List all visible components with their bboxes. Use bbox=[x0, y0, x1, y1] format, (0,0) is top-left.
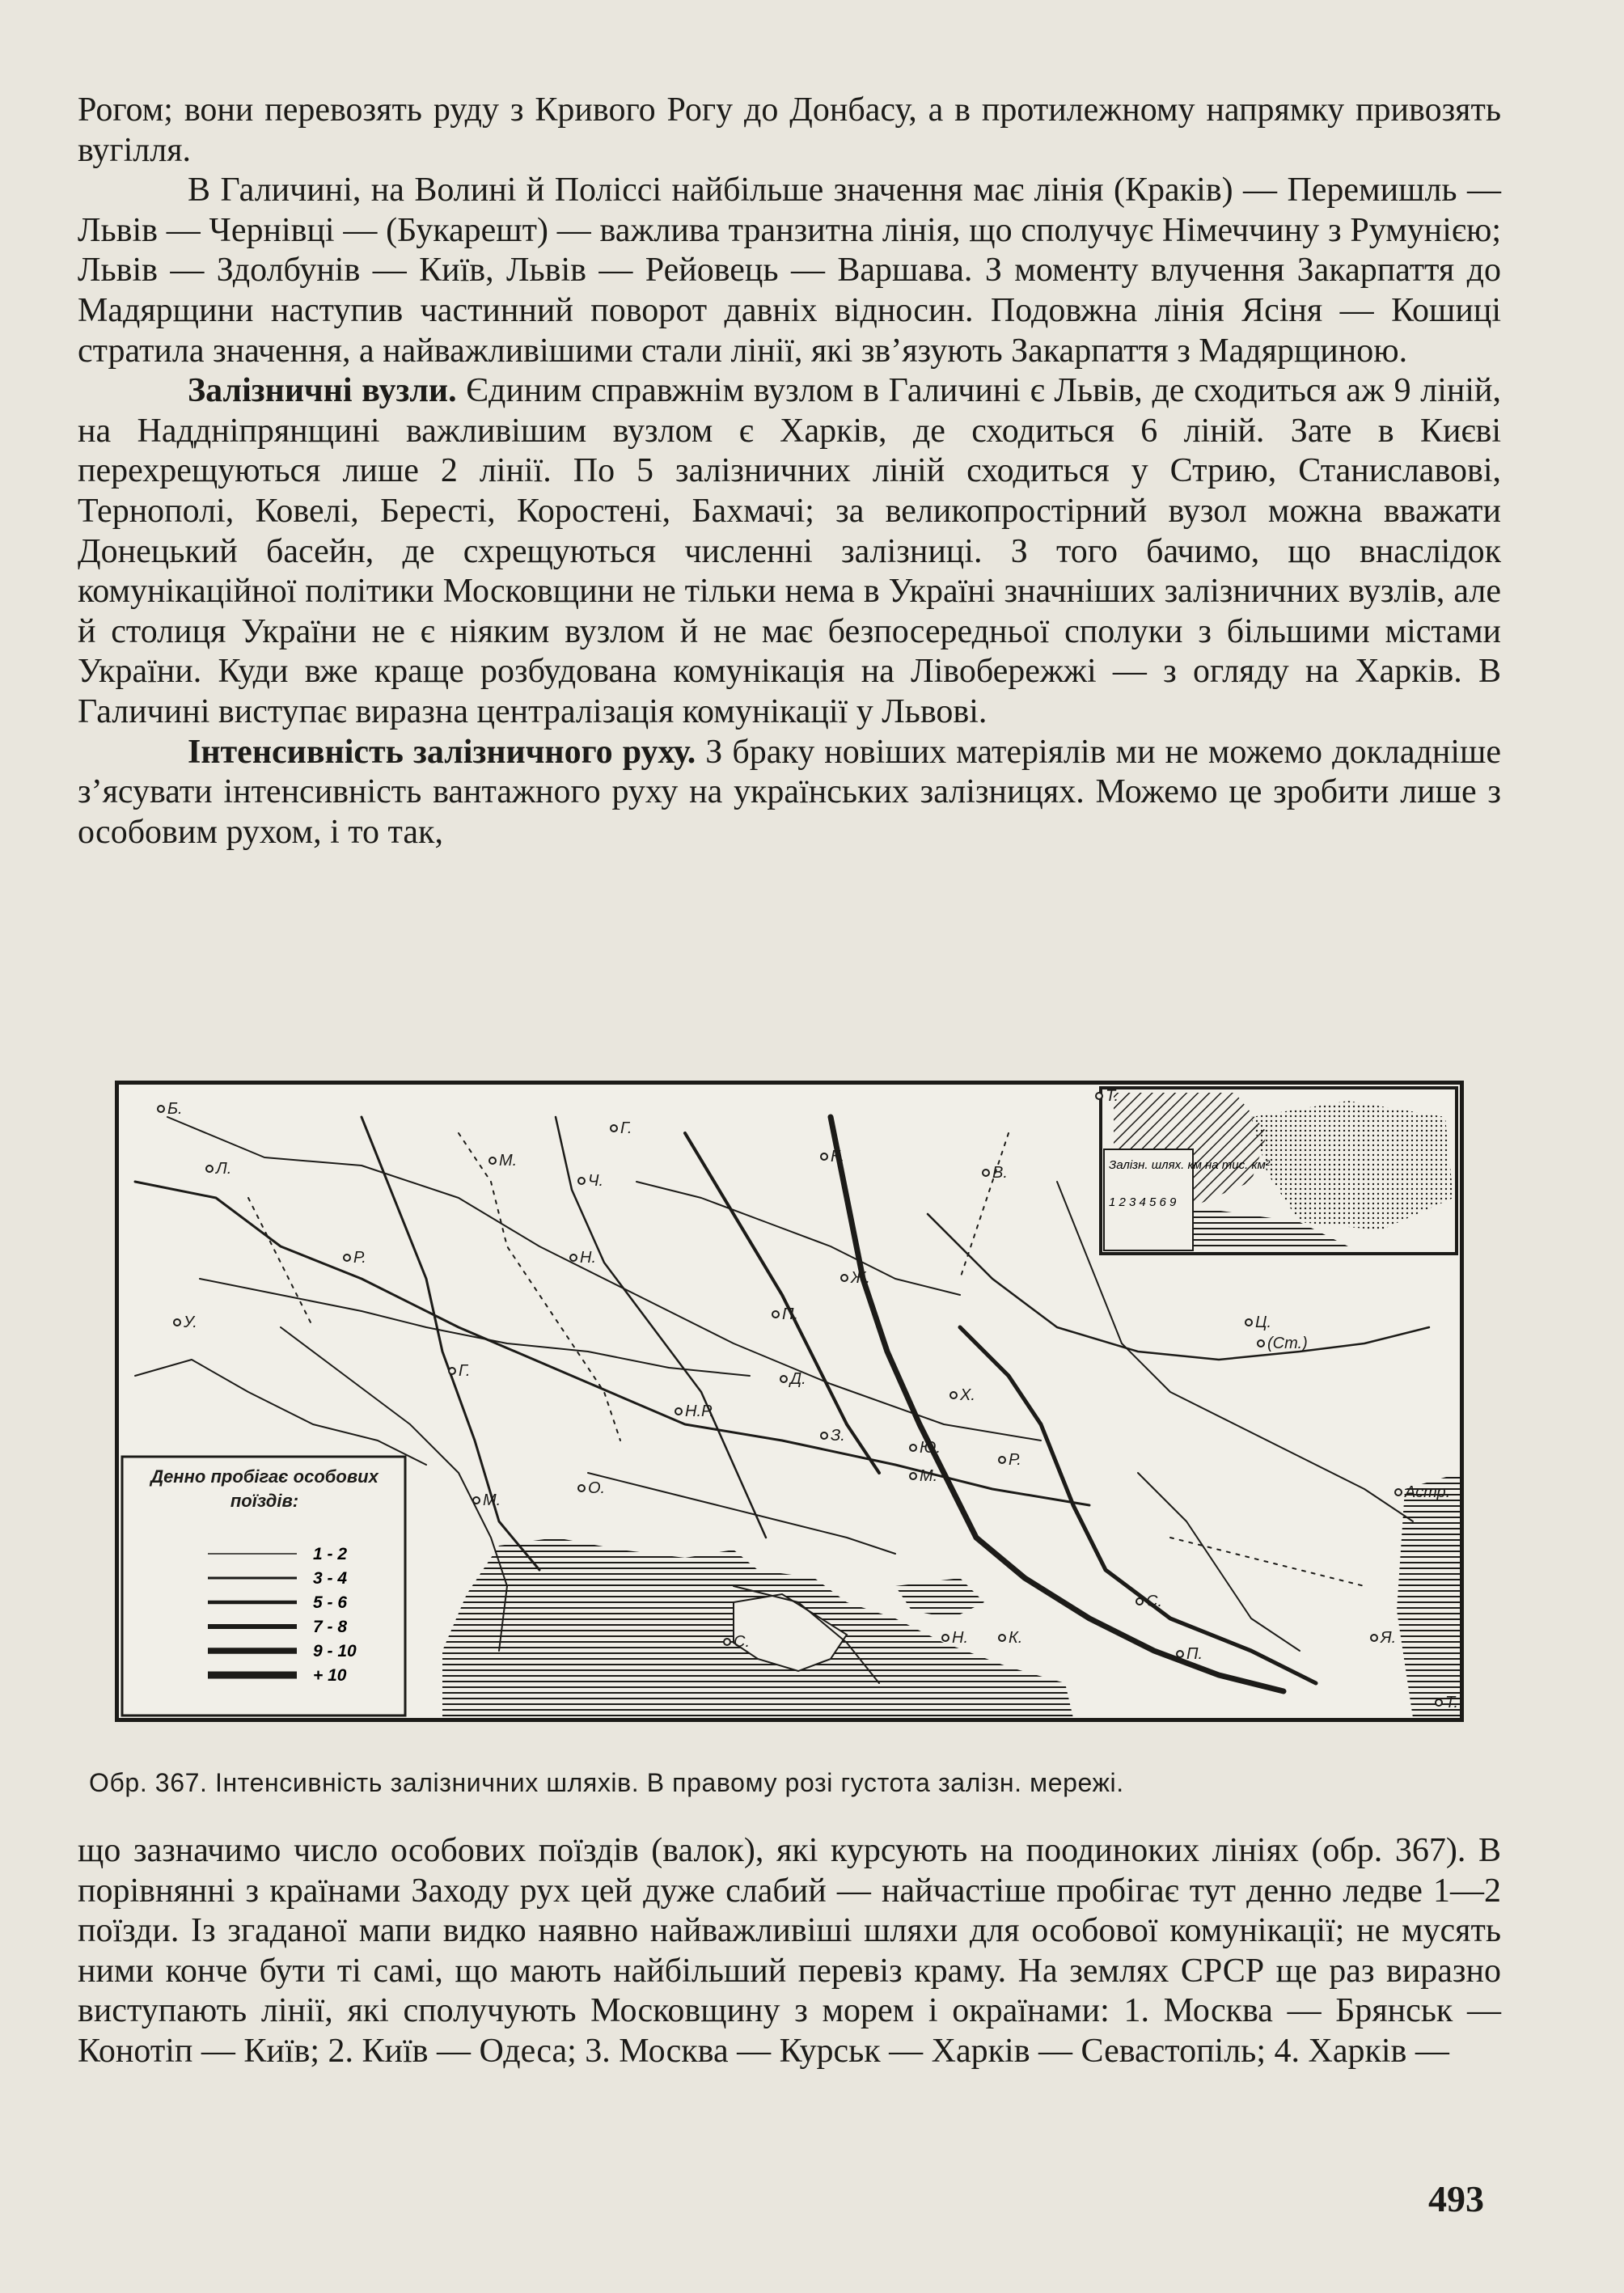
section-lead-railway-nodes: Залізничні вузли. bbox=[188, 372, 457, 410]
legend-label: 7 - 8 bbox=[313, 1618, 348, 1636]
city-label: Ц. bbox=[1255, 1314, 1272, 1331]
inset-legend-title: Залізн. шлях. км на тис. км² bbox=[1109, 1158, 1270, 1172]
city-marker bbox=[999, 1457, 1005, 1463]
city-label: Астр. bbox=[1405, 1483, 1451, 1501]
legend-label: 1 - 2 bbox=[313, 1545, 348, 1563]
city-marker bbox=[570, 1254, 577, 1261]
city-label: Д. bbox=[790, 1370, 806, 1388]
city-label: (Ст.) bbox=[1267, 1335, 1308, 1352]
city-marker bbox=[174, 1319, 180, 1326]
city-label: П. bbox=[1186, 1645, 1203, 1663]
city-label: Б. bbox=[167, 1100, 183, 1118]
city-label: Я. bbox=[1381, 1629, 1397, 1647]
paragraph: що зазначимо число особових поїздів (валок), які курсують на поодиноких лініях (обр. 367). В порівнянні з країнами Заходу рух цей дуже слабий — найчастіше пробігає тут денно ледве 1—2 поїзди. Із згаданої мапи видко наявно найважливіші шляхи для особової комунікації; не мусять ними конче бути ті самі, що мають найбільший перевіз краму. На землях СРСР ще раз виразно виступають лінії, які сполучують Московщину з морем і окраїнами: 1. Москва — Брянськ — Конотіп — Київ; 2. Київ — Одеса; 3. Москва — Курськ — Харків — Севастопіль; 4. Харків — bbox=[78, 1832, 1501, 2070]
city-label: П. bbox=[782, 1305, 799, 1323]
city-marker bbox=[983, 1170, 989, 1176]
city-label: К. bbox=[831, 1148, 845, 1166]
city-marker bbox=[1136, 1598, 1143, 1605]
city-label: Г. bbox=[620, 1119, 632, 1137]
city-label: Л. bbox=[216, 1160, 232, 1178]
paragraph: Рогом; вони перевозять руду з Кривого Рогу до Донбасу, а в протилежному напрямку привозять вугілля. bbox=[78, 91, 1501, 169]
city-marker bbox=[675, 1408, 682, 1415]
section-lead-traffic-intensity: Інтенсивність залізничного руху. bbox=[188, 733, 696, 771]
city-marker bbox=[1096, 1093, 1102, 1099]
city-marker bbox=[999, 1635, 1005, 1641]
city-label: Т. bbox=[1445, 1694, 1458, 1711]
legend-label: + 10 bbox=[313, 1666, 347, 1685]
city-marker bbox=[772, 1311, 779, 1318]
paragraph: Залізничні вузли. Єдиним справжнім вузлом в Галичині є Львів, де сходиться аж 9 ліній, на Наддніпрянщині важливішим вузлом є Харків, де сходиться 6 ліній. Зате в Києві перехрещуються лише 2 лінії. По 5 залізничних ліній сходиться у Стрию, Станиславові, Тернополі, Ковелі, Бересті, Коростені, Бахмачі; за великопростірний вузол можна вважати Донецький басейн, де схрещуються численні залізниці. З того бачимо, що внаслідок комунікаційної політики Московщини не тільки нема в Україні значніших залізничних вузлів, але й столиця України не є ніяким вузлом й не має безпосередньої сполуки з більшими містами України. Куди вже краще розбудована комунікація на Лівобережжі — з огляду на Харків. В Галичині виступає виразна централізація комунікації у Львові. bbox=[78, 372, 1502, 730]
city-marker bbox=[1371, 1635, 1377, 1641]
caspian-sea bbox=[1397, 1473, 1460, 1718]
city-label: М. bbox=[499, 1152, 518, 1170]
city-label: Х. bbox=[960, 1386, 975, 1404]
city-marker bbox=[821, 1432, 827, 1439]
paragraph: В Галичині, на Волині й Поліссі найбільше значення має лінія (Краків) — Перемишль — Львів — Чернівці — (Букарешт) — важлива транзитна лінія, що сполучує Німеччину з Румунією; Львів — Здолбунів — Київ, Львів — Рейовець — Варшава. З моменту влучення Закарпаття до Мадярщини наступив частинний поворот давніх відносин. Подовжна лінія Ясіня — Кошиці стратила значення, а найважливішими стали лінії, які зв’язують Закарпаття з Мадярщиною. bbox=[78, 171, 1501, 370]
city-label: У. bbox=[184, 1314, 197, 1331]
city-marker bbox=[578, 1178, 585, 1184]
city-label: Р. bbox=[1009, 1451, 1021, 1469]
city-marker bbox=[942, 1635, 949, 1641]
city-label: С. bbox=[1146, 1593, 1162, 1610]
body-text-top bbox=[78, 91, 1501, 852]
legend-label: 3 - 4 bbox=[313, 1569, 348, 1588]
city-marker bbox=[206, 1166, 213, 1172]
inset-legend-values: 1 2 3 4 5 6 9 bbox=[1109, 1195, 1177, 1209]
city-marker bbox=[473, 1497, 480, 1504]
city-label: Н. bbox=[952, 1629, 968, 1647]
city-marker bbox=[344, 1254, 350, 1261]
city-label: М. bbox=[920, 1467, 938, 1485]
city-marker bbox=[841, 1275, 848, 1281]
city-label: Р. bbox=[353, 1249, 366, 1267]
city-marker bbox=[1258, 1340, 1264, 1347]
city-label: Ю. bbox=[920, 1439, 941, 1457]
city-label: В. bbox=[992, 1164, 1008, 1182]
city-marker bbox=[950, 1392, 957, 1398]
city-marker bbox=[724, 1639, 730, 1645]
body-text-bottom bbox=[78, 1831, 1501, 2072]
city-marker bbox=[1395, 1489, 1402, 1496]
city-marker bbox=[578, 1485, 585, 1491]
city-marker bbox=[910, 1445, 916, 1451]
city-label: С. bbox=[734, 1633, 750, 1651]
city-marker bbox=[821, 1153, 827, 1160]
city-marker bbox=[1245, 1319, 1252, 1326]
city-label: Г. bbox=[459, 1362, 471, 1380]
city-label: З. bbox=[831, 1427, 845, 1445]
railway-map-figure bbox=[115, 1081, 1464, 1722]
city-marker bbox=[910, 1473, 916, 1479]
city-label: О. bbox=[588, 1479, 606, 1497]
city-marker bbox=[449, 1368, 455, 1374]
city-label: Ч. bbox=[588, 1172, 604, 1190]
city-marker bbox=[611, 1125, 617, 1132]
azov-sea bbox=[895, 1578, 984, 1618]
city-label: Н.Р. bbox=[685, 1402, 714, 1420]
city-marker bbox=[1436, 1699, 1442, 1706]
city-marker bbox=[1177, 1651, 1183, 1657]
page-number: 493 bbox=[1428, 2178, 1484, 2219]
city-marker bbox=[489, 1157, 496, 1164]
city-label: Т. bbox=[1106, 1087, 1119, 1105]
city-label: К. bbox=[1009, 1629, 1023, 1647]
inset-density-map bbox=[1101, 1088, 1457, 1254]
legend-label: 5 - 6 bbox=[313, 1593, 348, 1612]
figure-caption: Обр. 367. Інтенсивність залізничних шляхів. В правому розі густота залізн. мережі. bbox=[89, 1768, 1124, 1797]
city-marker bbox=[158, 1106, 164, 1112]
city-marker bbox=[780, 1376, 787, 1382]
city-label: Ж. bbox=[851, 1269, 870, 1287]
city-label: Н. bbox=[580, 1249, 596, 1267]
legend-label: 9 - 10 bbox=[313, 1642, 357, 1661]
city-label: М. bbox=[483, 1491, 501, 1509]
paragraph: Інтенсивність залізничного руху. З браку новіших матеріялів ми не можемо докладніше з’ясувати інтенсивність вантажного руху на українських залізницях. Можемо це зробити лише з особовим рухом, і то так, bbox=[78, 733, 1501, 851]
map-legend bbox=[122, 1457, 405, 1716]
railway-map bbox=[119, 1085, 1460, 1718]
legend-title: Денно пробігає особових поїздів: bbox=[150, 1466, 379, 1511]
